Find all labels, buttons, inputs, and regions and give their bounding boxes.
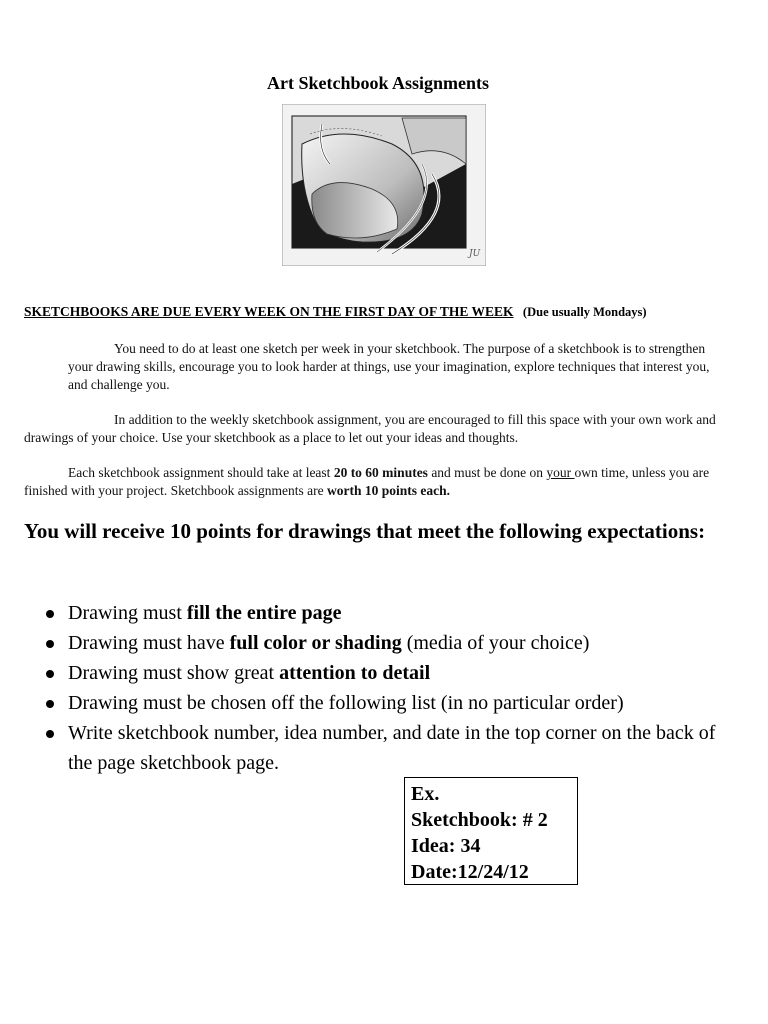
bullet-icon <box>46 610 54 618</box>
bullet-text-post: (media of your choice) <box>401 632 590 654</box>
list-item <box>24 658 744 688</box>
p3-text-2: and must be done on <box>427 465 547 480</box>
list-item <box>24 718 744 778</box>
bullet-text-pre: Drawing must be chosen off the following list (in no particular order) <box>68 692 624 714</box>
list-item <box>24 628 744 658</box>
due-notice <box>24 304 744 320</box>
document-title: Art Sketchbook Assignments <box>266 73 490 93</box>
expectations-list <box>24 598 744 778</box>
example-line-ex: Ex. <box>411 783 440 805</box>
p3-bold-minutes: 20 to 60 minutes <box>333 465 428 480</box>
sneaker-drawing-image <box>282 104 486 266</box>
example-line-sketchbook: Sketchbook: # 2 <box>411 809 548 831</box>
p3-bold-points: worth 10 points each. <box>326 483 450 498</box>
bullet-text-pre: Drawing must have <box>68 632 230 654</box>
example-label-box <box>404 777 578 885</box>
p3-text-1: Each sketchbook assignment should take at least <box>68 465 334 480</box>
example-line-idea: Idea: 34 <box>411 835 481 857</box>
example-line-date: Date:12/24/12 <box>411 861 529 883</box>
bullet-text-bold: attention to detail <box>279 662 431 684</box>
paragraph-own-work: In addition to the weekly sketchbook assignment, you are encouraged to fill this space with your own work and drawings of your choice. Use your sketchbook as a place to let out your ideas and thoughts. <box>24 412 716 445</box>
bullet-text-pre: Drawing must show great <box>68 662 280 684</box>
bullet-icon <box>46 670 54 678</box>
expectations-heading: You will receive 10 points for drawings that meet the following expectations: <box>24 519 706 543</box>
bullet-text-pre: Write sketchbook number, idea number, and date in the top corner on the back of the page sketchbook page. <box>68 722 716 774</box>
list-item <box>24 688 744 718</box>
due-notice-paren: (Due usually Mondays) <box>522 305 647 319</box>
bullet-icon <box>46 640 54 648</box>
bullet-text-bold: full color or shading <box>229 632 402 654</box>
paragraph-time-points <box>24 464 734 500</box>
bullet-icon <box>46 730 54 738</box>
bullet-text-pre: Drawing must <box>68 602 187 624</box>
bullet-text-bold: fill the entire page <box>186 602 342 624</box>
bullet-icon <box>46 700 54 708</box>
svg-text:JU: JU <box>469 249 481 259</box>
paragraph-purpose: You need to do at least one sketch per week in your sketchbook. The purpose of a sketchbook is to strengthen your drawing skills, encourage you to look harder at things, use your imagination, explore techniques that interest you, and challenge you. <box>68 341 710 392</box>
list-item <box>24 598 744 628</box>
due-notice-main: SKETCHBOOKS ARE DUE EVERY WEEK ON THE FIRST DAY OF THE WEEK <box>24 304 514 319</box>
p3-text-3: own time, unless you are finished with your project. Sketchbook assignments are <box>24 465 710 498</box>
p3-underline-your: your <box>546 465 575 480</box>
